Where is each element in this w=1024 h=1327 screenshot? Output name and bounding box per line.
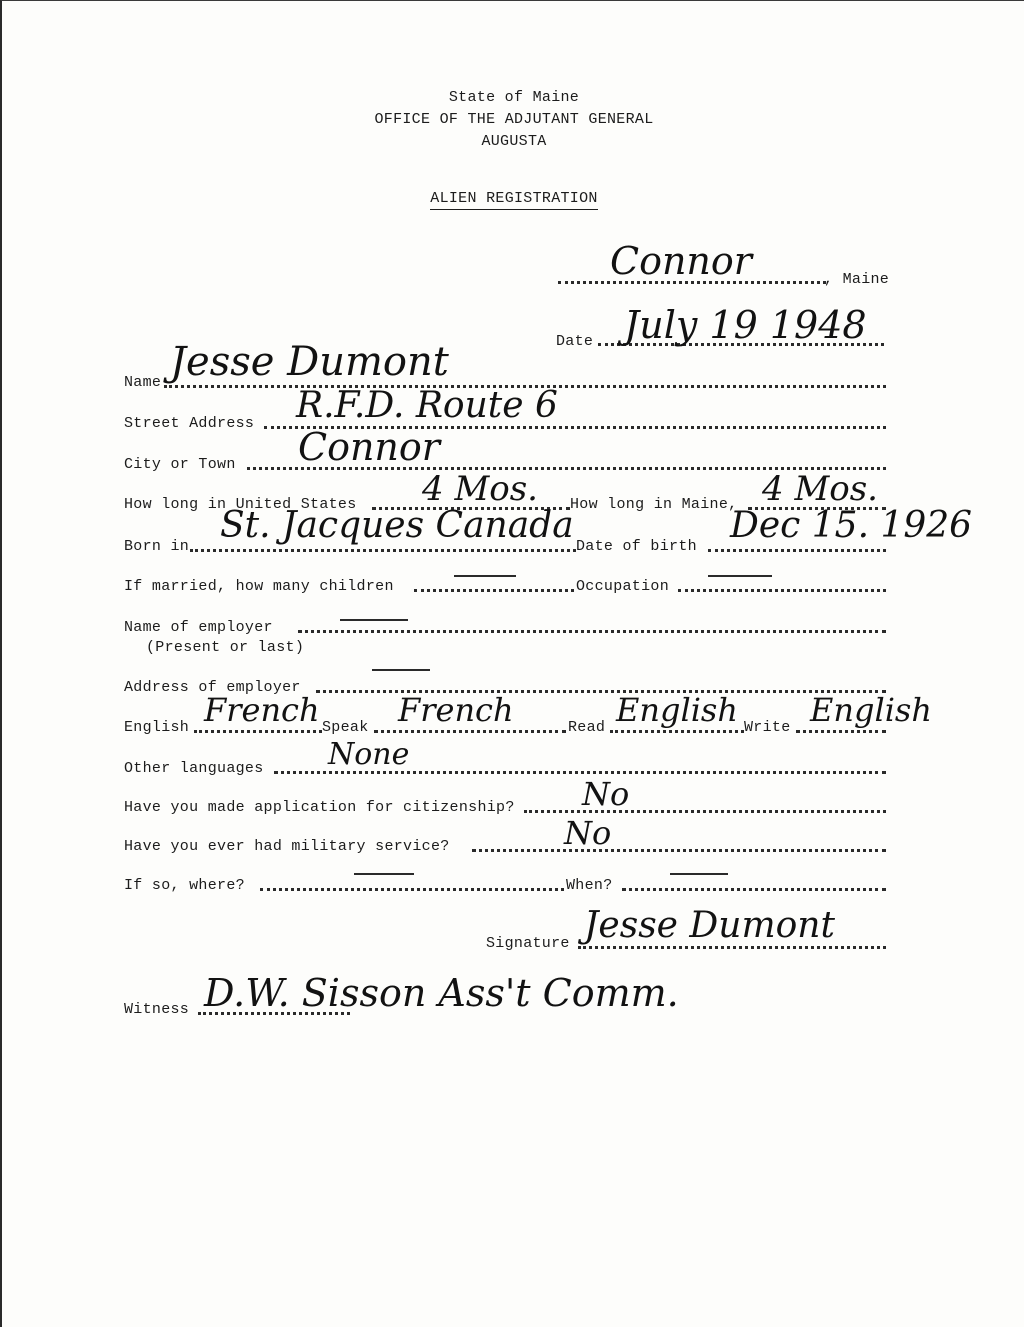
street-label: Street Address <box>124 415 255 432</box>
employer-dots <box>298 630 886 633</box>
write-value: English <box>810 691 932 729</box>
english-label: English <box>124 719 190 736</box>
military-value: No <box>564 814 612 852</box>
citizenship-label: Have you made application for citizenship? <box>124 799 515 816</box>
when-label: When? <box>566 877 613 894</box>
married-dash <box>454 575 516 577</box>
other-lang-label: Other languages <box>124 760 264 777</box>
city-label: City or Town <box>124 456 236 473</box>
header-city: AUGUSTA <box>481 133 547 150</box>
employer-sublabel: (Present or last) <box>146 639 305 656</box>
born-in-dots <box>190 549 576 552</box>
other-lang-value: None <box>328 737 410 772</box>
military-dots <box>472 849 886 852</box>
name-value: Jesse Dumont <box>170 339 449 385</box>
how-long-me-label: How long in Maine, <box>570 496 738 513</box>
born-in-value: St. Jacques Canada <box>220 505 574 546</box>
signature-value: Jesse Dumont <box>584 905 835 946</box>
form-title-text: ALIEN REGISTRATION <box>430 190 597 210</box>
married-label: If married, how many children <box>124 578 394 595</box>
speak-value: French <box>398 691 514 729</box>
dob-dots <box>708 549 886 552</box>
town-value: Connor <box>610 239 752 283</box>
where-dash <box>354 873 414 875</box>
write-dots <box>796 730 886 733</box>
where-label: If so, where? <box>124 877 245 894</box>
date-value: July 19 1948 <box>624 303 867 347</box>
citizenship-value: No <box>582 775 630 813</box>
form-title <box>2 190 1024 207</box>
citizenship-dots <box>524 810 886 813</box>
witness-label: Witness <box>124 1001 190 1018</box>
occupation-dash <box>708 575 772 577</box>
occupation-label: Occupation <box>576 578 670 595</box>
read-label: Read <box>568 719 606 736</box>
name-label: Name <box>124 374 162 391</box>
occupation-dots <box>678 589 886 592</box>
signature-dots <box>578 946 886 949</box>
street-value: R.F.D. Route 6 <box>296 385 558 426</box>
how-long-us-label: How long in United States <box>124 496 357 513</box>
employer-addr-dash <box>372 669 430 671</box>
military-label: Have you ever had military service? <box>124 838 450 855</box>
witness-value: D.W. Sisson Ass't Comm. <box>204 971 679 1015</box>
when-dots <box>622 888 886 891</box>
employer-dash <box>340 619 408 621</box>
city-value: Connor <box>298 425 440 469</box>
english-dots <box>194 730 322 733</box>
married-dots <box>414 589 574 592</box>
maine-label: , Maine <box>824 271 890 288</box>
header-state: State of Maine <box>448 89 580 106</box>
where-dots <box>260 888 564 891</box>
dob-label: Date of birth <box>576 538 697 555</box>
dob-value: Dec 15. 1926 <box>730 505 973 546</box>
speak-label: Speak <box>322 719 369 736</box>
read-dots <box>610 730 744 733</box>
speak-dots <box>374 730 566 733</box>
header-office: OFFICE OF THE ADJUTANT GENERAL <box>374 111 654 128</box>
how-long-us-value: 4 Mos. <box>422 469 538 509</box>
employer-addr-label: Address of employer <box>124 679 301 696</box>
employer-label: Name of employer <box>124 619 273 636</box>
when-dash <box>670 873 728 875</box>
date-label: Date <box>556 333 594 350</box>
read-value: English <box>616 691 738 729</box>
english-value: French <box>204 691 320 729</box>
how-long-me-value: 4 Mos. <box>762 469 878 509</box>
write-label: Write <box>744 719 791 736</box>
born-in-label: Born in <box>124 538 190 555</box>
signature-label: Signature <box>486 935 570 952</box>
